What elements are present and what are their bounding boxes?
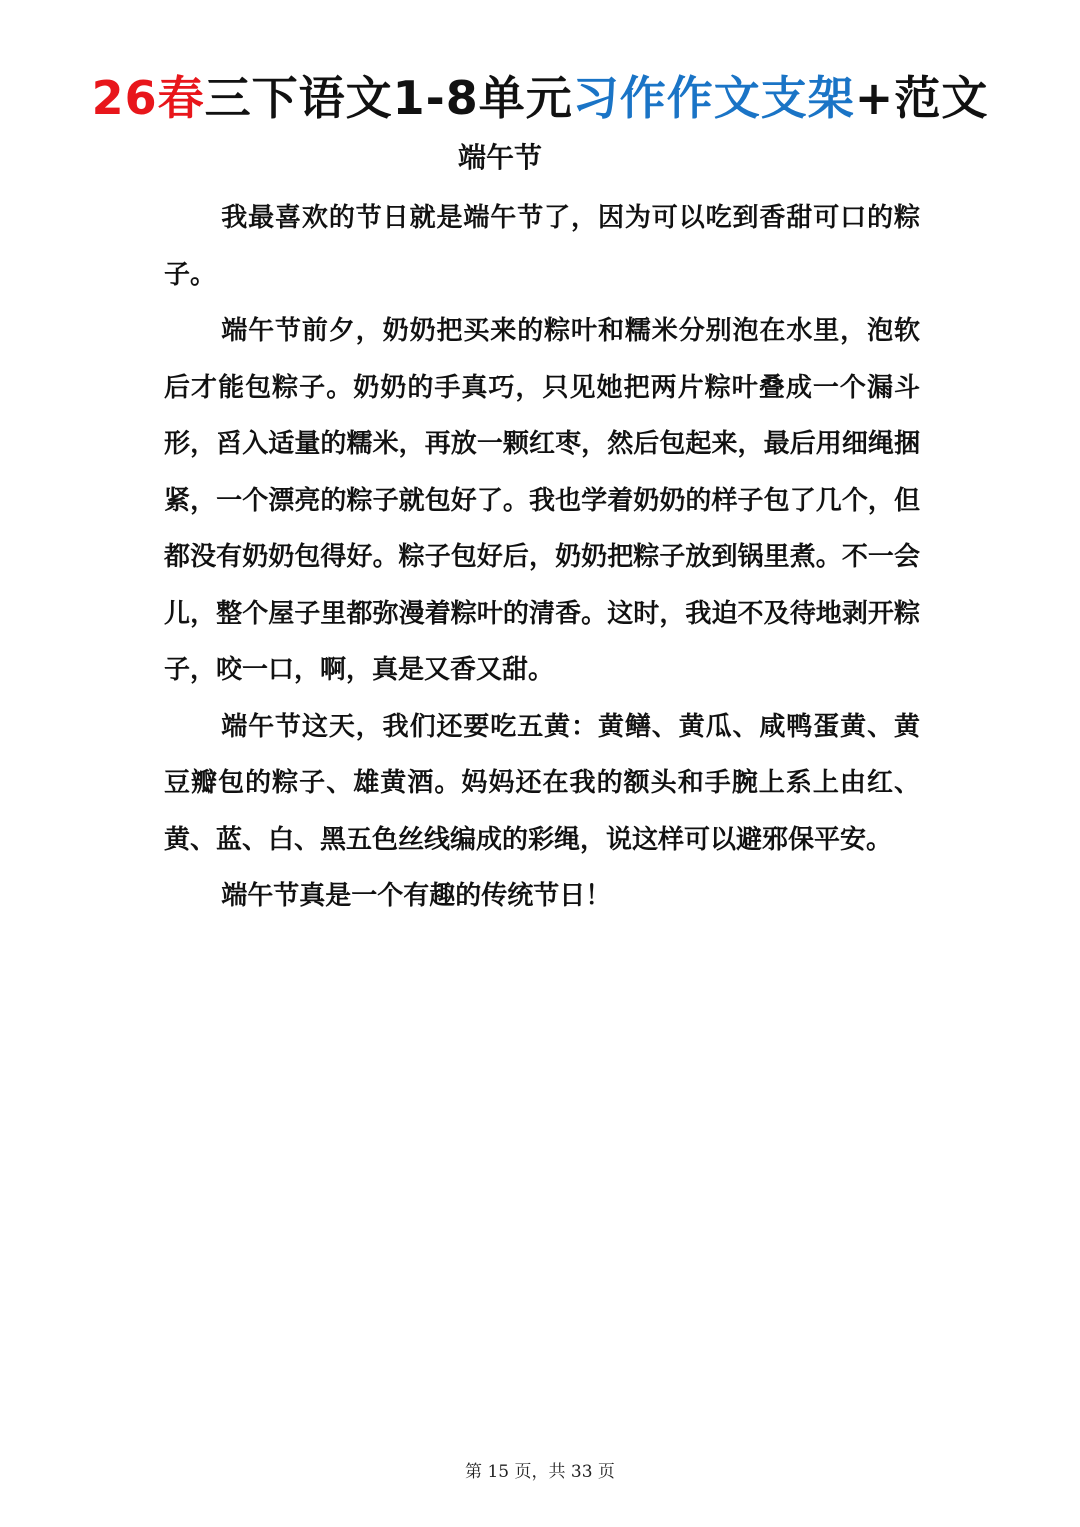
banner-sample-text: +范文 bbox=[854, 71, 989, 125]
banner-scaffold-text: 习作作文支架 bbox=[572, 71, 855, 125]
essay-paragraph-3: 端午节这天，我们还要吃五黄：黄鳝、黄瓜、咸鸭蛋黄、黄豆瓣包的粽子、雄黄酒。妈妈还在我的额头和手腕上系上由红、黄、蓝、白、黑五色丝线编成的彩绳，说这样可以避邪保平安。 bbox=[164, 711, 920, 855]
essay-paragraph-1: 我最喜欢的节日就是端午节了，因为可以吃到香甜可口的粽子。 bbox=[164, 203, 920, 290]
banner-grade-unit-text: 三下语文1-8单元 bbox=[204, 71, 573, 125]
banner-season-text: 26春 bbox=[91, 71, 205, 125]
essay-paragraph-2: 端午节前夕，奶奶把买来的粽叶和糯米分别泡在水里，泡软后才能包粽子。奶奶的手真巧，只见她把两片粽叶叠成一个漏斗形，舀入适量的糯米，再放一颗红枣，然后包起来，最后用细绳捆紧，一个漂亮的粽子就包好了。我也学着奶奶的样子包了几个，但都没有奶奶包得好。粽子包好后，奶奶把粽子放到锅里煮。不一会儿，整个屋子里都弥漫着粽叶的清香。这时，我迫不及待地剥开粽子，咬一口，啊，真是又香又甜。 bbox=[164, 316, 920, 685]
document-banner-title bbox=[0, 68, 1080, 128]
essay-title: 端午节 bbox=[457, 141, 542, 174]
essay-paragraph-4: 端午节真是一个有趣的传统节日！ bbox=[221, 881, 612, 911]
essay-body bbox=[164, 190, 920, 925]
page-number-footer: 第 15 页，共 33 页 bbox=[465, 1462, 615, 1482]
